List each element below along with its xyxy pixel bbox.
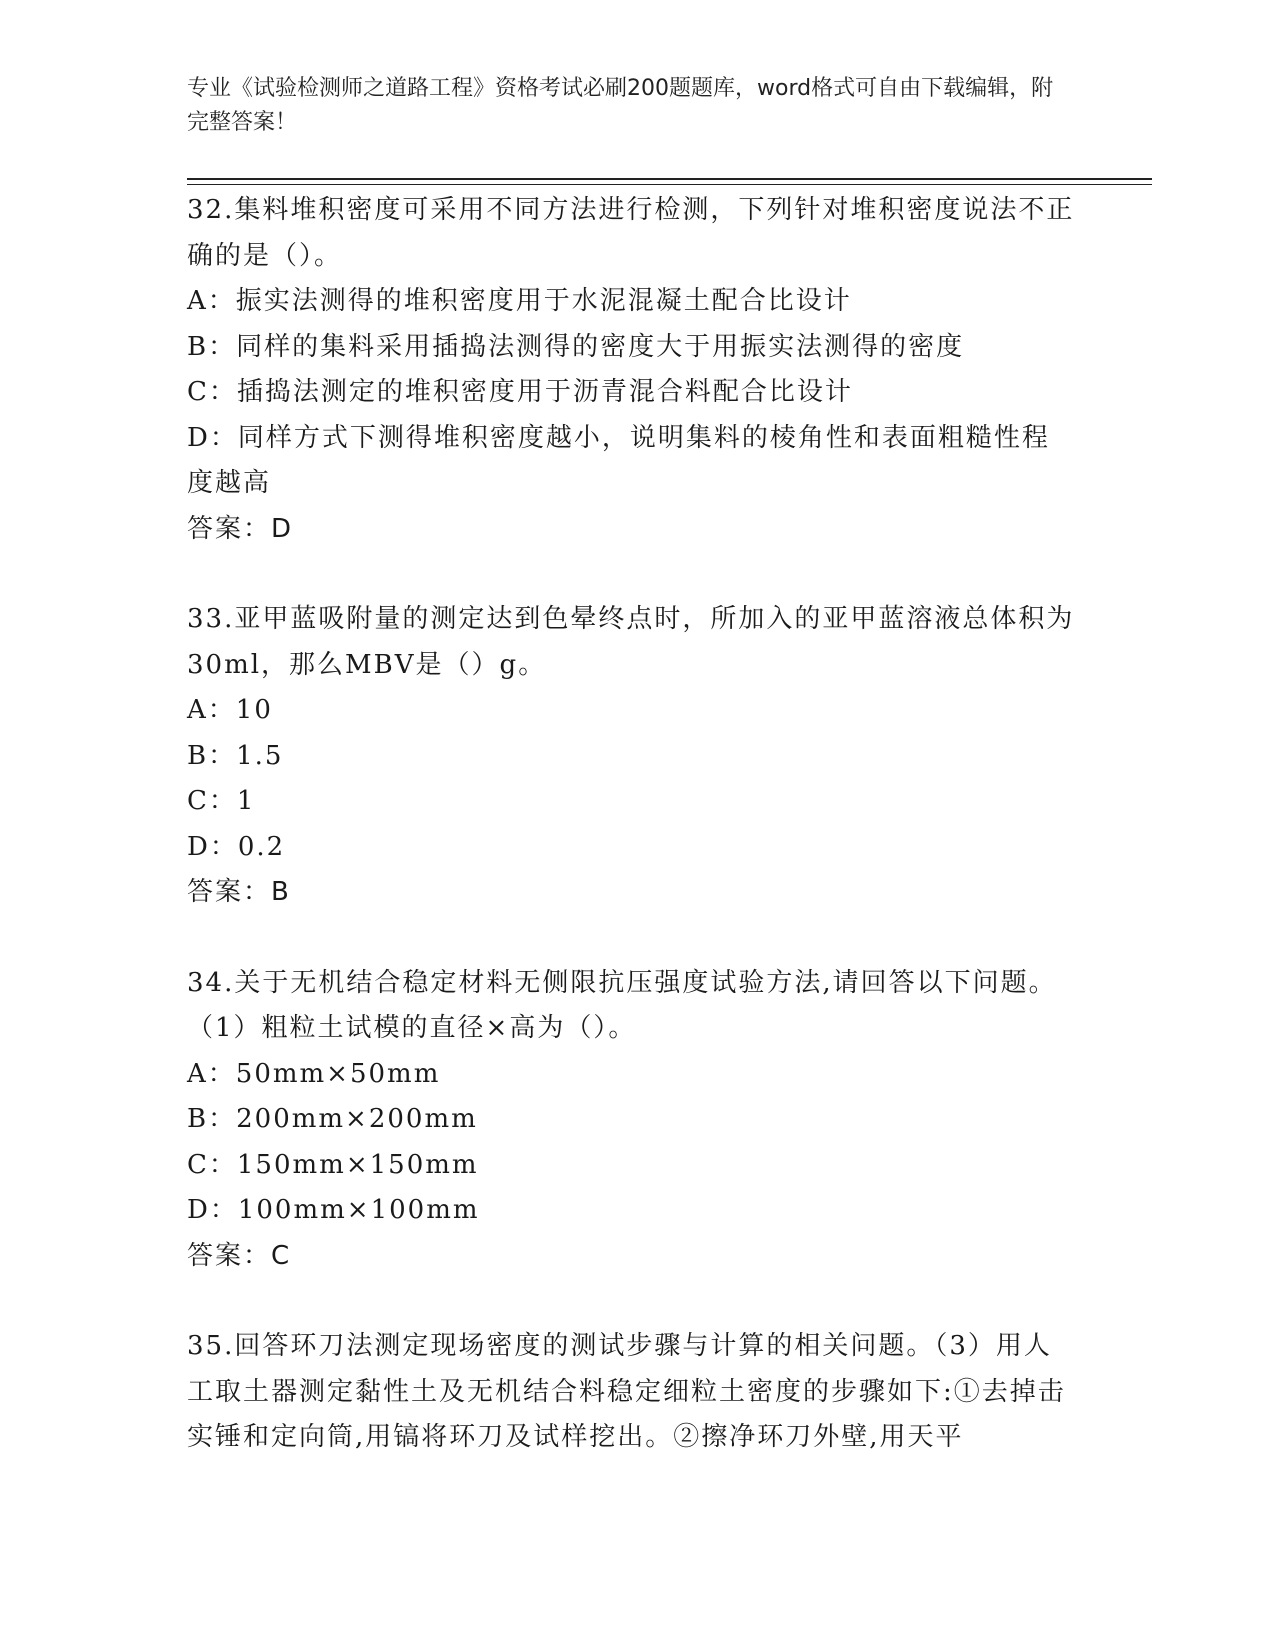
- answer: 答案：C: [187, 1240, 292, 1271]
- question-list: [187, 188, 1077, 1461]
- option-a: A：振实法测得的堆积密度用于水泥混凝土配合比设计: [187, 286, 852, 316]
- option-a: A：50mm×50mm: [187, 1058, 441, 1089]
- question-gap: [187, 916, 1077, 961]
- option-b: B：1.5: [187, 740, 284, 771]
- header-divider-thin: [187, 184, 1152, 185]
- answer: 答案：B: [187, 877, 291, 907]
- option-b: B：同样的集料采用插捣法测得的密度大于用振实法测得的密度: [187, 331, 965, 362]
- question-gap: [187, 552, 1077, 597]
- question-33: [187, 597, 1077, 916]
- question-stem: 35.回答环刀法测定现场密度的测试步骤与计算的相关问题。（3）用人工取土器测定黏性土及无机结合料稳定细粒土密度的步骤如下:①去掉击实锤和定向筒,用镐将环刀及试样挖出。②擦净环刀外壁,用天平: [187, 1331, 1066, 1452]
- answer: 答案：D: [187, 513, 294, 544]
- header-divider-thick: [187, 178, 1152, 180]
- option-d: D：100mm×100mm: [187, 1195, 480, 1225]
- question-32: [187, 188, 1077, 552]
- question-gap: [187, 1279, 1077, 1324]
- option-d: D：同样方式下测得堆积密度越小，说明集料的棱角性和表面粗糙性程度越高: [187, 422, 1050, 498]
- question-35: [187, 1324, 1077, 1461]
- option-d: D：0.2: [187, 831, 286, 862]
- option-a: A：10: [187, 695, 273, 725]
- document-header: 专业《试验检测师之道路工程》资格考试必刷200题题库，word格式可自由下载编辑，附完整答案！: [187, 76, 1054, 135]
- question-stem: 33.亚甲蓝吸附量的测定达到色晕终点时，所加入的亚甲蓝溶液总体积为30ml，那么MBV是（）g。: [187, 604, 1075, 680]
- option-c: C：1: [187, 786, 256, 816]
- option-b: B：200mm×200mm: [187, 1104, 478, 1134]
- option-c: C：插捣法测定的堆积密度用于沥青混合料配合比设计: [187, 377, 853, 407]
- option-c: C：150mm×150mm: [187, 1149, 479, 1180]
- question-34: [187, 961, 1077, 1280]
- question-stem: 32.集料堆积密度可采用不同方法进行检测，下列针对堆积密度说法不正确的是（）。: [187, 195, 1075, 271]
- question-stem: 34.关于无机结合稳定材料无侧限抗压强度试验方法,请回答以下问题。（1）粗粒土试模的直径×高为（）。: [187, 967, 1057, 1043]
